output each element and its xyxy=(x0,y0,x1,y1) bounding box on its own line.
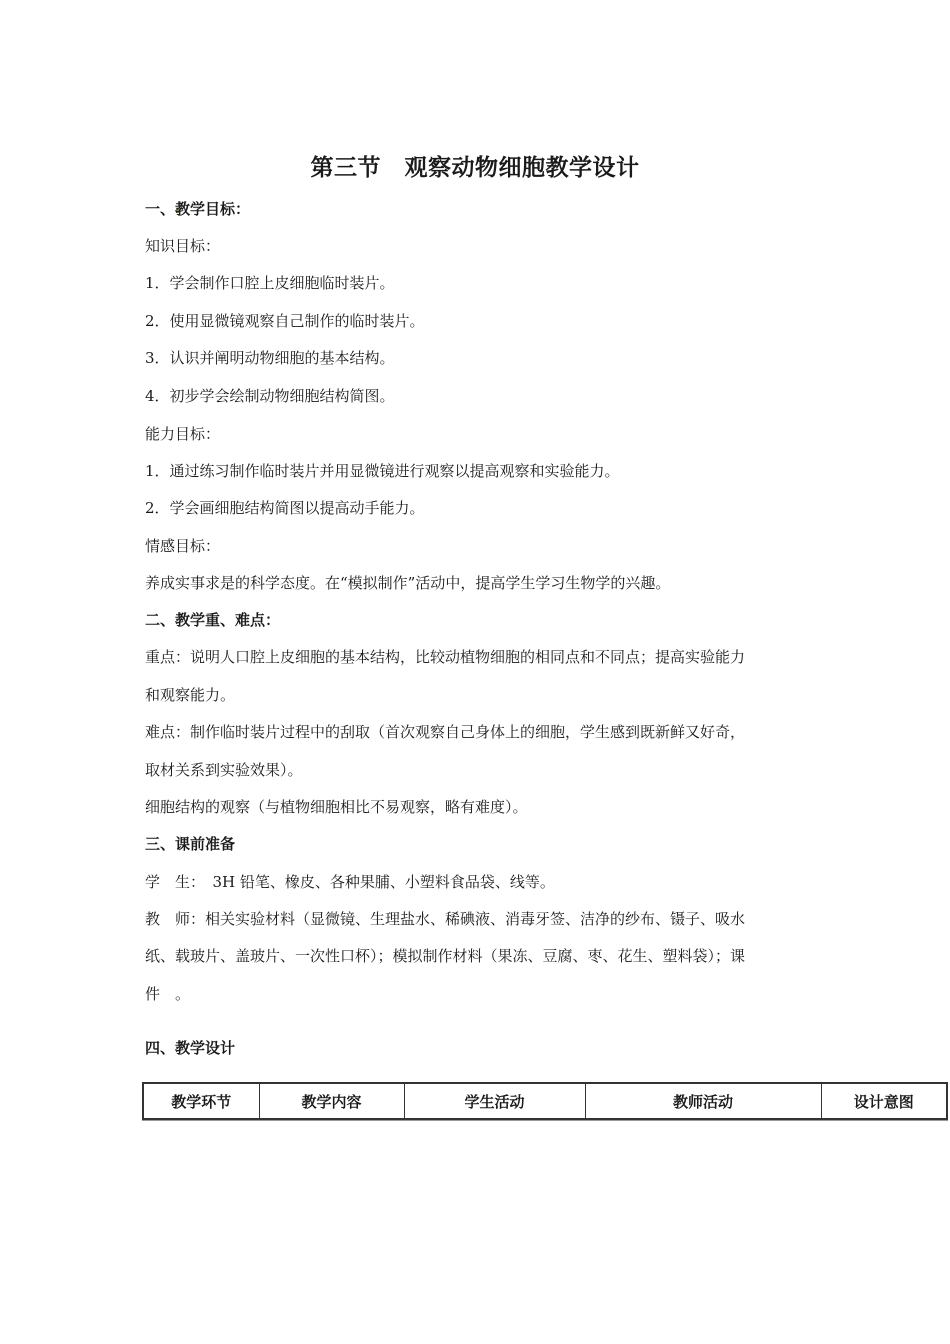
lesson-design-table xyxy=(142,1082,948,1120)
paragraph-line: 知识目标： xyxy=(145,237,221,255)
paragraph-line: 和观察能力。 xyxy=(145,686,236,704)
paragraph-line: 教 师：相关实验材料（显微镜、生理盐水、稀碘液、消毒牙签、洁净的纱布、镊子、吸水 xyxy=(145,910,746,928)
section-heading: 一、教学目标： xyxy=(145,200,251,218)
paragraph-line: 养成实事求是的科学态度。在“模拟制作”活动中，提高学生学习生物学的兴趣。 xyxy=(145,574,671,592)
paragraph-line: 学 生： 3H 铅笔、橡皮、各种果脯、小塑料食品袋、线等。 xyxy=(145,873,555,891)
paragraph-line: 能力目标： xyxy=(145,425,221,443)
table-header-cell: 设计意图 xyxy=(821,1083,947,1119)
table-header-cell: 教学内容 xyxy=(259,1083,404,1119)
paragraph-line: 难点：制作临时装片过程中的刮取（首次观察自己身体上的细胞，学生感到既新鲜又好奇， xyxy=(145,723,746,741)
paragraph-line: 件 。 xyxy=(145,985,191,1003)
paragraph-line: 1．通过练习制作临时装片并用显微镜进行观察以提高观察和实验能力。 xyxy=(145,462,620,480)
paragraph-line: 1．学会制作口腔上皮细胞临时装片。 xyxy=(145,274,395,292)
page-title: 第三节 观察动物细胞教学设计 xyxy=(310,155,640,181)
table-header-cell: 教学环节 xyxy=(143,1083,259,1119)
paragraph-line: 纸、载玻片、盖玻片、一次性口杯）；模拟制作材料（果冻、豆腐、枣、花生、塑料袋）；课 xyxy=(145,947,746,965)
paragraph-line: 情感目标： xyxy=(145,537,221,555)
table-header-cell: 学生活动 xyxy=(404,1083,585,1119)
paragraph-line: 4．初步学会绘制动物细胞结构简图。 xyxy=(145,387,395,405)
table-header-cell: 教师活动 xyxy=(585,1083,821,1119)
paragraph-line: 3．认识并阐明动物细胞的基本结构。 xyxy=(145,349,395,367)
paragraph-line: 细胞结构的观察（与植物细胞相比不易观察，略有难度）。 xyxy=(145,798,528,816)
paragraph-line: 2．学会画细胞结构简图以提高动手能力。 xyxy=(145,499,425,517)
paragraph-line: 2．使用显微镜观察自己制作的临时装片。 xyxy=(145,312,425,330)
section-heading: 三、课前准备 xyxy=(145,835,236,853)
paragraph-line: 取材关系到实验效果）。 xyxy=(145,761,303,779)
paragraph-line: 重点：说明人口腔上皮细胞的基本结构，比较动植物细胞的相同点和不同点；提高实验能力 xyxy=(145,648,746,666)
table-header-row xyxy=(143,1083,947,1119)
section-heading: 四、教学设计 xyxy=(145,1039,236,1057)
section-heading: 二、教学重、难点： xyxy=(145,611,281,629)
